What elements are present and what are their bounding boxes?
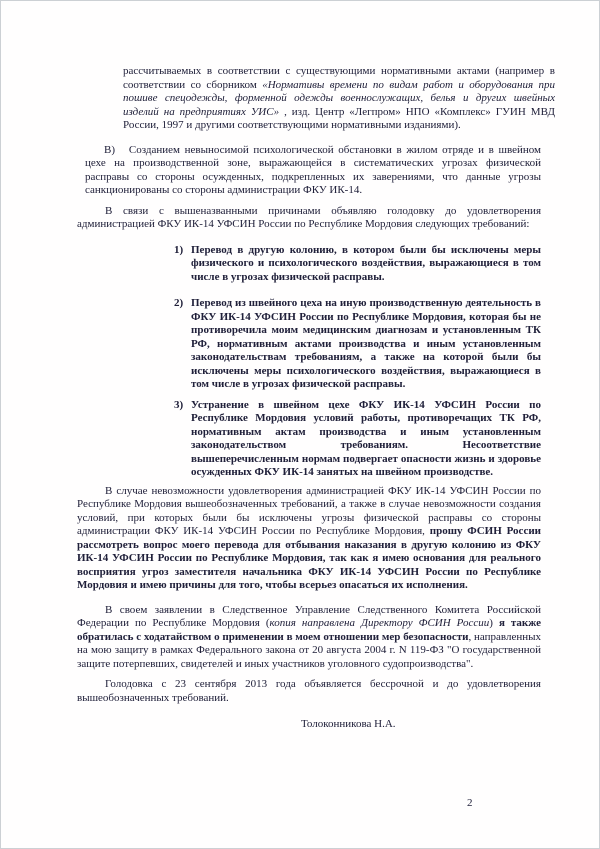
signature: Толоконникова Н.А. <box>301 718 396 730</box>
text-run: я также обратилась с ходатайством о применении в моем отношении мер безопасности <box>77 617 541 643</box>
paragraph-indefinite-strike-term <box>77 678 541 705</box>
demand-number-1: 1) <box>174 243 184 256</box>
demand-item-3 <box>77 399 541 480</box>
text-run: «Нормативы времени по видам работ и оборудования при пошиве спецодежды, форменной одежды военнослужащих, белья и других швейных изделий на предприятиях УИС» <box>123 78 555 118</box>
text-run: Устранение в швейном цехе ФКУ ИК-14 УФСИН России по Республике Мордовия условий работы, противоречащих ТК РФ, нормативным актам производства и иным установленным законодательством требованиям. Несоответствие вышеперечисленным нормам подвергает опасности жизнь и здоровье осужденных ФКУ ИК-14 занятых на швейном производстве. <box>191 398 541 478</box>
paragraph-safety-measures-statement <box>77 604 541 672</box>
text-run: В) Созданием невыносимой психологической обстановки в жилом отряде и в швейном цехе на производственной зоне, выражающейся в систематических угрозах физической расправы со стороны осужденных, подкрепленных их заверениями, что данные угрозы санкционированы со стороны администрации ФКУ ИК-14. <box>85 143 541 196</box>
text-run: Голодовка с 23 сентября 2013 года объявляется бессрочной и до удовлетворения вышеобозначенных требований. <box>77 678 541 704</box>
demand-text-3 <box>191 399 541 479</box>
demands-list <box>77 244 541 480</box>
text-run: Перевод из швейного цеха на иную производственную деятельность в ФКУ ИК-14 УФСИН России по Республике Мордовия, которая бы не противоречила моим медицинским диагнозам и установленным ТК РФ, нормативным актами производства и иным установленным законодательствам требованиям, а также на которой были бы исключены меры психологического воздействия, выражающиеся в том числе в угрозах физической расправы. <box>191 297 541 390</box>
paragraph-transfer-request <box>77 485 541 593</box>
document-content <box>1 1 599 732</box>
text-run: прошу ФСИН России рассмотреть вопрос моего перевода для отбывания наказания в другую колонию из ФКУ ИК-14 УФСИН России по Республике Мордовия, так как я имею основания для реального восприятия угроз заместителя начальника ФКУ ИК-14 УФСИН России по Республике Мордовия и имею причины для того, чтобы всерьез опасаться их исполнения. <box>77 525 542 591</box>
paragraph-normative-standards <box>123 65 555 133</box>
text-run: копия направлена Директору ФСИН России <box>269 617 490 629</box>
paragraph-item-v-psych-pressure <box>85 144 541 198</box>
demand-text-2 <box>191 297 541 390</box>
paragraph-hunger-strike-declaration <box>77 205 541 232</box>
text-run: рассчитываемых в соответствии с существующими нормативными актами (например в соответствии со сборником <box>123 65 555 91</box>
text-run: В случае невозможности удовлетворения администрацией ФКУ ИК-14 УФСИН России по Республике Мордовия вышеобозначенных требований, а также в случае невозможности создания условий, при которых были бы исключены угрозы физической расправы со стороны администрации ФКУ ИК-14 УФСИН России по Республике Мордовия, <box>77 484 541 537</box>
text-run: , направленных на мою защиту в рамках Федерального закона от 20 августа 2004 г. N 119-ФЗ "О государственной защите потерпевших, свидетелей и иных участников уголовного судопроизводства". <box>77 630 541 670</box>
text-run: Перевод в другую колонию, в котором были бы исключены меры физического и психологического воздействия, выражающиеся в том числе в угрозах физической расправы. <box>191 243 541 283</box>
demand-number-3: 3) <box>174 398 184 411</box>
text-run: , изд. Центр «Легпром» НПО «Комплекс» ГУИН МВД России, 1997 и другими соответствующими нормативными изданиями). <box>123 105 555 131</box>
text-run: ) <box>489 617 499 629</box>
demand-item-2 <box>77 297 541 392</box>
page-number: 2 <box>467 797 473 809</box>
text-run: В связи с вышеназванными причинами объявляю голодовку до удовлетворения администрацией ФКУ ИК-14 УФСИН России по Республике Мордовия следующих требований: <box>77 204 541 230</box>
demand-item-1 <box>77 244 541 285</box>
demand-text-1 <box>191 244 541 283</box>
demand-number-2: 2) <box>174 297 184 309</box>
text-run: В своем заявлении в Следственное Управление Следственного Комитета Российской Федерации по Республике Мордовия ( <box>77 603 541 629</box>
